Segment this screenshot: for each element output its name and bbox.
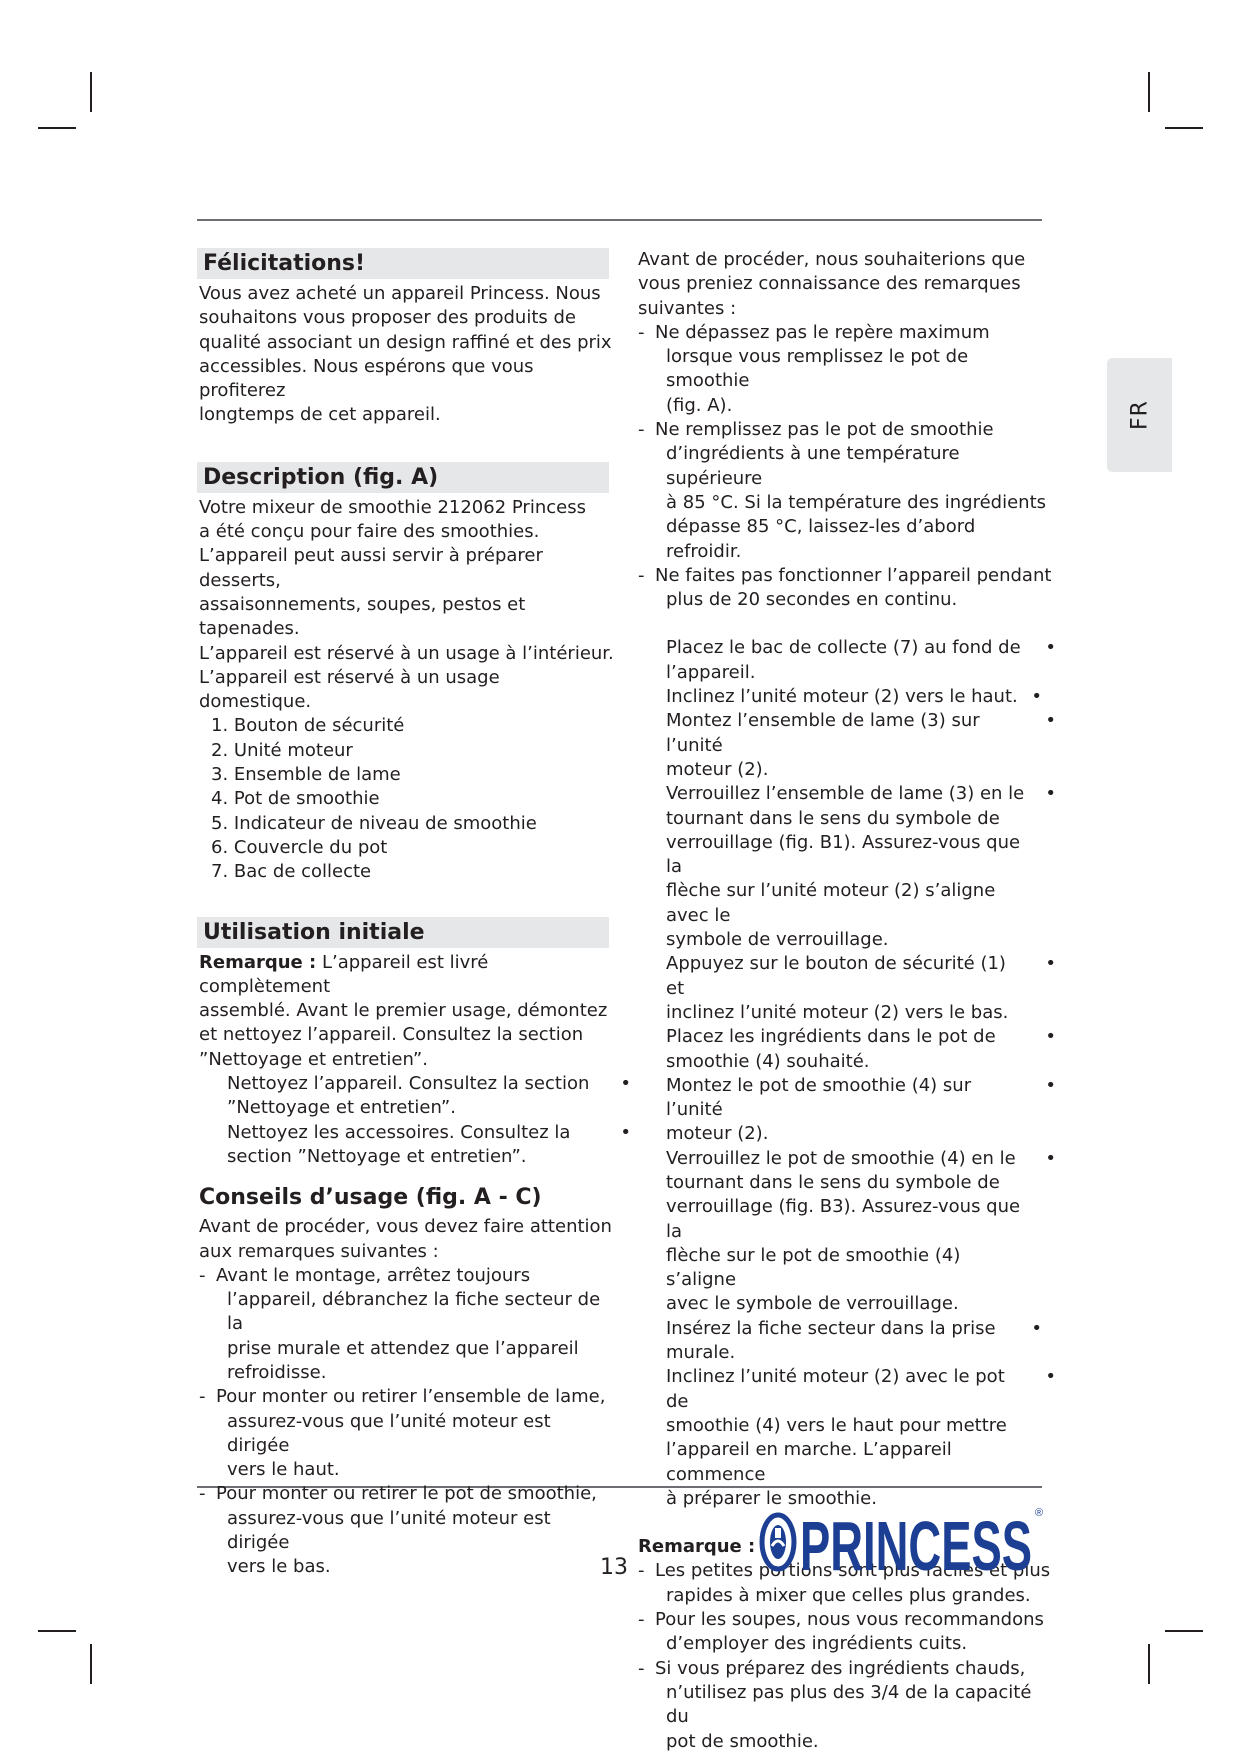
crop-mark: [1165, 1630, 1203, 1632]
crop-mark: [90, 1644, 92, 1684]
left-column: Félicitations! Vous avez acheté un appareil Princess. Nous souhaitons vous proposer des produits de qualité associant un design raffiné et des prix accessibles. Nous espérons que vous profiterez longtemps de cet appareil. Description (fig. A) Votre mixeur de smoothie 212062 Princess a été conçu pour faire des smoothies. L’appareil peut aussi servir à préparer desserts, assaisonnements, soupes, pestos et tapenades. L’appareil est réservé à un usage à l’intérieur. L’appareil est réservé à un usage domestique. 1. Bouton de sécurité 2. Unité moteur 3. Ensemble de lame 4. Pot de smoothie 5. Indicateur de niveau de smoothie 6. Couvercle du pot 7. Bac de collecte Utilisation initiale Remarque : L’appareil est livré complètement assemblé. Avant le premier usage, démontez et nettoyez l’appareil. Consultez la section ”Nettoyage et entretien”. Nettoyez l’appareil. Consultez la section ”Nettoyage et entretien”. • Nettoyez les accessoires. Consultez la section ”Nettoyage et entretien”. • Conseils d’usage (fig. A - C) Avant de procéder, vous devez faire attention aux remarques suivantes : - Avant le montage, arrêtez toujours l’appareil, débranchez la fiche secteur de la prise murale et attendez que l’appareil refroidisse. - Pour monter ou retirer l’ensemble de lame, assurez-vous que l’unité moteur est dirigée vers le haut. - Pour monter ou retirer le pot de smoothie, assurez-vous que l’unité moteur est dirigée vers le bas.: [199, 248, 617, 1580]
dash-item: - Pour les soupes, nous vous recommandons d’employer des ingrédients cuits.: [638, 1609, 1044, 1655]
parts-list: [199, 714, 617, 884]
list-item: 6. Couvercle du pot: [211, 836, 388, 858]
step-item: Appuyez sur le bouton de sécurité (1) et inclinez l’unité moteur (2) vers le bas. •: [666, 953, 1056, 1023]
list-item: 1. Bouton de sécurité: [211, 715, 405, 737]
crop-mark: [38, 127, 76, 129]
bullet-icon: •: [1045, 1366, 1056, 1388]
bullet-icon: •: [1045, 710, 1056, 732]
step-item: Placez le bac de collecte (7) au fond de l’appareil. •: [666, 637, 1056, 683]
dash-item: - Les petites portions sont plus faciles et plus rapides à mixer que celles plus grandes.: [638, 1560, 1051, 1606]
list-item: 7. Bac de collecte: [211, 861, 372, 883]
section-heading-utilisation: Utilisation initiale: [197, 917, 609, 948]
bullet-icon: •: [1045, 1074, 1056, 1096]
description-text: Votre mixeur de smoothie 212062 Princess a été conçu pour faire des smoothies. L’appareil peut aussi servir à préparer desserts, assaisonnements, soupes, pestos et tapenades. L’appareil est réservé à un usage à l’intérieur. L’appareil est réservé à un usage domestique.: [199, 496, 614, 713]
page-number: 13: [600, 1555, 628, 1580]
step-item: Inclinez l’unité moteur (2) avec le pot de smoothie (4) vers le haut pour mettre l’appareil en marche. L’appareil commence à préparer le smoothie. •: [666, 1366, 1056, 1509]
dash-item: - Ne remplissez pas le pot de smoothie d’ingrédients à une température supérieure à 85 °C. Si la température des ingrédients dépasse 85 °C, laissez-les d’abord refroidir.: [638, 419, 1047, 562]
step-item: Verrouillez l’ensemble de lame (3) en le tournant dans le sens du symbole de verrouillage (fig. B1). Assurez-vous que la flèche sur l’unité moteur (2) s’aligne avec le symbole de verrouillage. •: [666, 783, 1056, 951]
bullet-icon: •: [1045, 1026, 1056, 1048]
dash-item: - Pour monter ou retirer l’ensemble de lame, assurez-vous que l’unité moteur est dirigée vers le haut.: [199, 1386, 606, 1481]
list-item: 4. Pot de smoothie: [211, 788, 380, 810]
svg-text:®: ®: [1035, 1507, 1044, 1519]
princess-crest-icon: [762, 1515, 794, 1569]
dash-item: - Si vous préparez des ingrédients chauds, n’utilisez pas plus des 3/4 de la capacité du pot de smoothie.: [638, 1657, 1032, 1752]
step-item: Verrouillez le pot de smoothie (4) en le tournant dans le sens du symbole de verrouillage (fig. B3). Assurez-vous que la flèche sur le pot de smoothie (4) s’aligne avec le symbole de verrouillage. •: [666, 1147, 1056, 1315]
dash-item: - Ne faites pas fonctionner l’appareil pendant plus de 20 secondes en continu.: [638, 564, 1052, 611]
bullet-icon: •: [1045, 1147, 1056, 1169]
bullet-icon: •: [620, 1073, 631, 1095]
dash-item: - Ne dépassez pas le repère maximum lorsque vous remplissez le pot de smoothie (fig. A).: [638, 321, 990, 416]
step-item: Placez les ingrédients dans le pot de smoothie (4) souhaité. •: [666, 1026, 1056, 1072]
felicitations-text: Vous avez acheté un appareil Princess. Nous souhaitons vous proposer des produits de qualité associant un design raffiné et des prix accessibles. Nous espérons que vous profiterez longtemps de cet appareil.: [199, 283, 612, 426]
top-rule: [197, 219, 1042, 221]
dash-item: - Avant le montage, arrêtez toujours l’appareil, débranchez la fiche secteur de la prise murale et attendez que l’appareil refroidisse.: [199, 1264, 601, 1383]
list-item: 3. Ensemble de lame: [211, 764, 401, 786]
bullet-item: Nettoyez l’appareil. Consultez la section ”Nettoyage et entretien”. •: [227, 1073, 631, 1119]
step-item: Insérez la fiche secteur dans la prise murale. •: [666, 1317, 1042, 1364]
section-heading-conseils: Conseils d’usage (fig. A - C): [199, 1185, 542, 1211]
bullet-icon: •: [1045, 637, 1056, 659]
crop-mark: [1148, 1644, 1150, 1684]
bullet-item: Nettoyez les accessoires. Consultez la section ”Nettoyage et entretien”. •: [227, 1121, 631, 1167]
remark-label: Remarque :: [199, 951, 317, 973]
crop-mark: [1148, 72, 1150, 112]
language-tab-label: FR: [1127, 400, 1152, 430]
remark-heading: Remarque :: [638, 1536, 756, 1558]
bullet-icon: •: [1045, 953, 1056, 975]
bullet-icon: •: [1031, 1317, 1042, 1339]
princess-logo: [758, 1502, 1046, 1582]
logo-wordmark: PRINCESS: [800, 1507, 1032, 1582]
bullet-icon: •: [1031, 686, 1042, 708]
step-item: Inclinez l’unité moteur (2) vers le haut. •: [638, 685, 1056, 709]
crop-mark: [90, 72, 92, 112]
section-heading-description: Description (fig. A): [197, 462, 609, 493]
bullet-icon: •: [1045, 783, 1056, 805]
utilisation-remark: Remarque : L’appareil est livré complètement assemblé. Avant le premier usage, démontez et nettoyez l’appareil. Consultez la section ”Nettoyage et entretien”.: [199, 951, 608, 1070]
crop-mark: [1165, 127, 1203, 129]
crop-mark: [38, 1630, 76, 1632]
dash-item: - Pour monter ou retirer le pot de smoothie, assurez-vous que l’unité moteur est dirigée vers le bas.: [199, 1483, 597, 1578]
step-item: Montez l’ensemble de lame (3) sur l’unité moteur (2). •: [666, 710, 1056, 780]
step-item: Montez le pot de smoothie (4) sur l’unité moteur (2). •: [666, 1074, 1056, 1145]
language-tab: [1107, 358, 1172, 472]
list-item: 5. Indicateur de niveau de smoothie: [211, 812, 537, 834]
list-item: 2. Unité moteur: [211, 739, 353, 761]
right-column: Avant de procéder, nous souhaiterions que vous preniez connaissance des remarques suivantes : - Ne dépassez pas le repère maximum lorsque vous remplissez le pot de smoothie (fig. A). - Ne remplissez pas le pot de smoothie d’ingrédients à une température supérieure à 85 °C. Si la température des ingrédients dépasse 85 °C, laissez-les d’abord refroidir. - Ne faites pas fonctionner l’appareil pendant plus de 20 secondes en continu. Placez le bac de collecte (7) au fond de l’appareil. • Inclinez l’unité moteur (2) vers le haut. • Montez l’ensemble de lame (3) sur l’unité moteur (2). • Verrouillez l’ensemble de lame (3) en le tournant dans le sens du symbole de verrouillage (fig. B1). Assurez-vous que la flèche sur l’unité moteur (2) s’aligne avec le symbole de verrouillage. • Appuyez sur le bouton de sécurité (1) et inclinez l’unité moteur (2) vers le bas. • Placez les ingrédients dans le pot de smoothie (4) souhaité. • Montez le pot de smoothie (4) sur l’unité moteur (2). • Verrouillez le pot de smoothie (4) en le tournant dans le sens du symbole de verrouillage (fig. B3). Assurez-vous que la flèche sur le pot de smoothie (4) s’aligne avec le symbole de verrouillage. • Insérez la fiche secteur dans la prise murale. • Inclinez l’unité moteur (2) avec le pot de smoothie (4) vers le haut pour mettre l’appareil en marche. L’appareil commence à préparer le smoothie. • Remarque : - Les petites portions sont plus faciles et plus rapides à mixer que celles plus grandes. - Pour les soupes, nous vous recommandons d’employer des ingrédients cuits. - Si vous préparez des ingrédients chauds, n’utilisez pas plus des 3/4 de la capacité du pot de smoothie.: [638, 248, 1056, 1754]
section-heading-felicitations: Félicitations!: [197, 248, 609, 279]
bullet-icon: •: [620, 1121, 631, 1143]
